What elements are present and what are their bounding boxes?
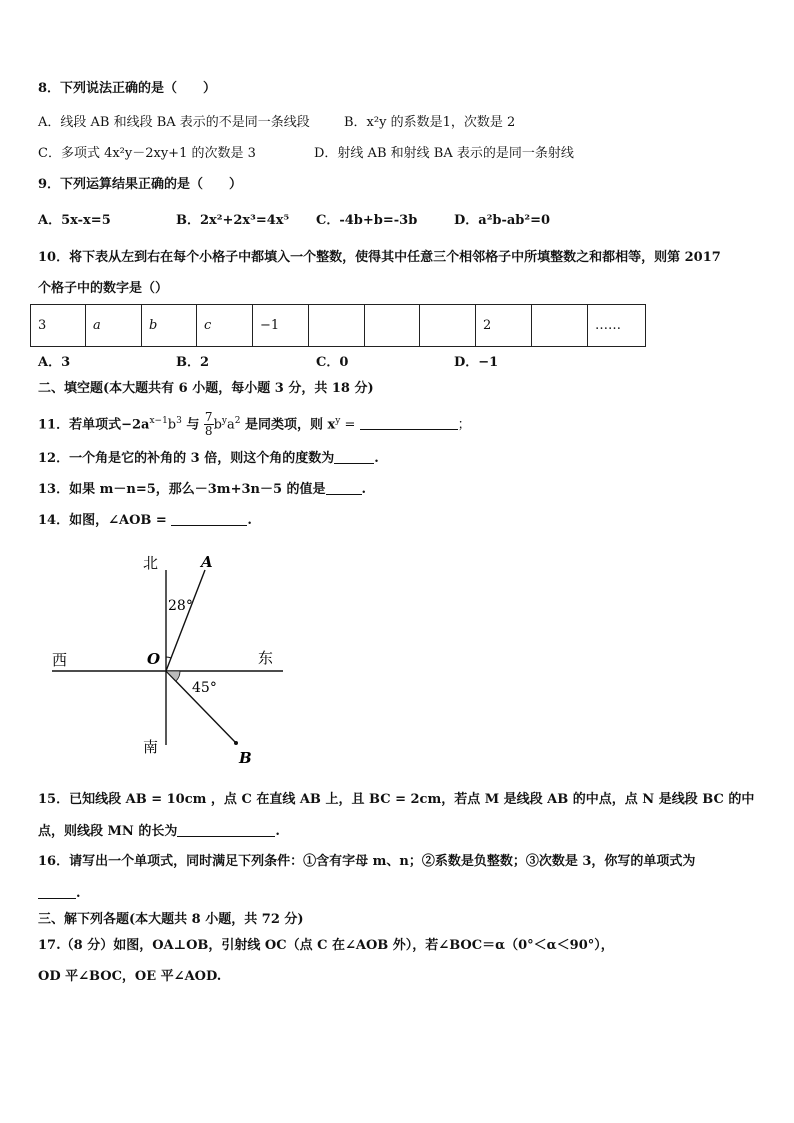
grid-cell-11: ……: [588, 305, 646, 347]
q9-option-a: A．5x-x=5: [38, 213, 111, 228]
q10-option-d: D．−1: [454, 355, 499, 370]
q11-end: ；: [457, 417, 471, 433]
q11-exp4: 2: [234, 416, 241, 426]
q8-option-d: D．射线 AB 和射线 BA 表示的是同一条射线: [314, 146, 574, 161]
q14-stem: 14．如图，∠AOB =: [38, 513, 172, 528]
q16-line1: 16．请写出一个单项式，同时满足下列条件：①含有字母 m、n；②系数是负整数；③次数是 3，你写的单项式为: [38, 854, 696, 869]
q15-line2: 点，则线段 MN 的长为: [38, 824, 178, 839]
grid-cell-3: b: [142, 305, 197, 347]
q11-var-b: b: [167, 417, 177, 433]
q9-option-c: C．-4b+b=-3b: [316, 213, 418, 228]
q13-answer-blank[interactable]: [326, 480, 362, 495]
q8-option-a: A．线段 AB 和线段 BA 表示的不是同一条线段: [38, 115, 310, 130]
q11-text: [38, 408, 471, 438]
q9-stem: 9．下列运算结果正确的是（ ）: [38, 177, 243, 192]
angle-mark-45: [166, 671, 180, 681]
q12-text: [38, 449, 379, 468]
grid-cell-9: 2: [476, 305, 532, 347]
point-b-dot: [234, 741, 238, 745]
q11-numerator: 7: [204, 410, 213, 425]
q10-stem-line1: 10．将下表从左到右在每个小格子中都填入一个整数，使得其中任意三个相邻格子中所填整数之和都相等，则第 2017: [38, 250, 721, 265]
q11-equals: =: [340, 417, 360, 433]
grid-cell-5: −1: [253, 305, 309, 347]
angle-mark-28: [166, 657, 171, 658]
q12-stem: 12．一个角是它的补角的 3 倍，则这个角的度数为: [38, 451, 335, 466]
q12-end: .: [374, 451, 379, 466]
q15-end: .: [275, 824, 280, 839]
q17-line2: OD 平∠BOC，OE 平∠AOD.: [38, 969, 222, 984]
grid-cell-7: [365, 305, 420, 347]
q12-answer-blank[interactable]: [334, 449, 374, 464]
q14-answer-blank[interactable]: [171, 511, 247, 526]
grid-cell-1: 3: [31, 305, 86, 347]
q11-answer-blank[interactable]: [360, 415, 458, 430]
q11-var-a2: a: [226, 417, 235, 433]
q13-end: .: [361, 482, 367, 497]
q13-stem: 13．如果 m－n=5，那么－3m+3n－5 的值是: [38, 482, 326, 497]
q11-var-b2: b: [213, 417, 222, 433]
q10-option-a: A．3: [38, 355, 71, 370]
section-3-heading: 三、解下列各题(本大题共 8 小题，共 72 分): [38, 912, 304, 927]
q11-mid: 是同类项，则 x: [240, 417, 336, 433]
q16-answer-blank[interactable]: [38, 884, 76, 899]
q10-option-b: B．2: [176, 355, 210, 370]
q11-exp2: 3: [176, 416, 182, 426]
q8-option-c: C．多项式 4x²y－2xy+1 的次数是 3: [38, 146, 256, 161]
label-o: O: [147, 650, 161, 668]
section-2-heading: 二、填空题(本大题共有 6 小题，每小题 3 分，共 18 分): [38, 381, 374, 396]
q9-option-d: D．a²b-ab²=0: [454, 213, 551, 228]
q11-exp3: y: [221, 416, 227, 426]
q15-line1: 15．已知线段 AB = 10cm ，点 C 在直线 AB 上，且 BC = 2cm，若点 M 是线段 AB 的中点，点 N 是线段 BC 的中: [38, 792, 755, 807]
label-south: 南: [143, 738, 159, 756]
q9-option-b: B．2x²+2x³=4x⁵: [176, 213, 290, 228]
q15-line2-wrap: [38, 822, 280, 841]
q17-line1: 17.（8 分）如图，OA⊥OB，引射线 OC（点 C 在∠AOB 外），若∠BOC＝α（0°＜α＜90°），: [38, 938, 614, 953]
q14-text: [38, 511, 252, 530]
q16-end: .: [76, 886, 81, 901]
q10-stem-line2: 个格子中的数字是（）: [38, 281, 169, 296]
grid-cell-2: a: [86, 305, 142, 347]
label-west: 西: [52, 651, 68, 669]
q11-prefix: 11．若单项式−2a: [38, 417, 150, 433]
label-north: 北: [143, 554, 159, 572]
label-a: A: [201, 553, 213, 571]
label-east: 东: [258, 649, 274, 667]
q10-option-c: C．0: [316, 355, 349, 370]
grid-cell-8: [420, 305, 476, 347]
q8-option-b: B．x²y 的系数是1，次数是 2: [344, 115, 516, 130]
q8-stem: 8．下列说法正确的是（ ）: [38, 81, 217, 96]
q15-answer-blank[interactable]: [177, 822, 275, 837]
q11-fraction: [204, 411, 214, 438]
label-angle-28: 28°: [168, 598, 193, 614]
grid-cell-6: [309, 305, 365, 347]
label-b: B: [239, 749, 252, 767]
label-angle-45: 45°: [192, 680, 217, 696]
q13-text: [38, 480, 366, 499]
grid-cell-10: [532, 305, 588, 347]
q14-end: .: [247, 513, 252, 528]
q10-number-grid: [30, 304, 646, 347]
q16-line2-wrap: [38, 884, 81, 903]
q11-exp1: x−1: [149, 416, 168, 426]
q11-denominator: 8: [204, 424, 213, 439]
q11-conj: 与: [181, 417, 204, 433]
q14-figure: [0, 540, 330, 780]
ray-oa: [166, 570, 205, 671]
q11-exp5: y: [335, 416, 341, 426]
grid-cell-4: c: [197, 305, 253, 347]
